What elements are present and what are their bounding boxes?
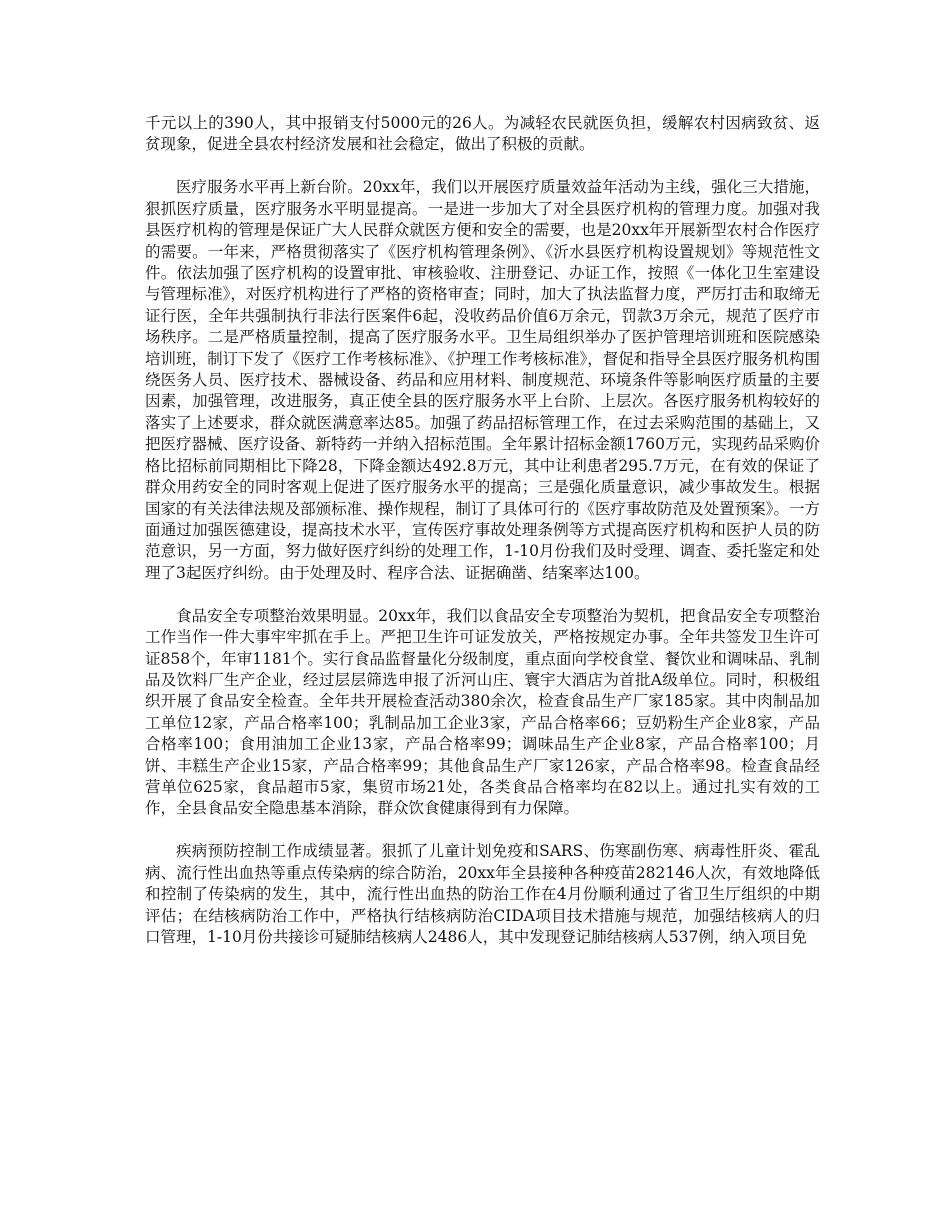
paragraph-gap	[145, 156, 820, 178]
paragraph-disease-control: 疾病预防控制工作成绩显著。狠抓了儿童计划免疫和SARS、伤寒副伤寒、病毒性肝炎、霍乱病、流行性出血热等重点传染病的综合防治，20xx年全县接种各种疫苗282146人次，有效地降低和控制了传染病的发生，其中，流行性出血热的防治工作在4月份顺利通过了省卫生厅组织的中期评估；在结核病防治工作中，严格执行结核病防治CIDA项目技术措施与规范，加强结核病人的归口管理，1-10月份共接诊可疑肺结核病人2486人，其中发现登记肺结核病人537例，纳入项目免	[145, 842, 820, 946]
paragraph-gap	[145, 584, 820, 606]
paragraph-food-safety: 食品安全专项整治效果明显。20xx年，我们以食品安全专项整治为契机，把食品安全专项整治工作当作一件大事牢牢抓在手上。严把卫生许可证发放关，严格按规定办事。全年共签发卫生许可证858个，年审1181个。实行食品监督量化分级制度，重点面向学校食堂、餐饮业和调味品、乳制品及饮料厂生产企业，经过层层筛选申报了沂河山庄、寰宇大酒店为首批A级单位。同时，积极组织开展了食品安全检查。全年共开展检查活动380余次，检查食品生产厂家185家。其中肉制品加工单位12家，产品合格率100；乳制品加工企业3家，产品合格率66；豆奶粉生产企业8家，产品合格率100；食用油加工企业13家，产品合格率99；调味品生产企业8家，产品合格率100；月饼、丰糕生产企业15家，产品合格率99；其他食品生产厂家126家，产品合格率98。检查食品经营单位625家，食品超市5家，集贸市场21处，各类食品合格率均在82以上。通过扎实有效的工作，全县食品安全隐患基本消除，群众饮食健康得到有力保障。	[145, 606, 820, 818]
paragraph-intro: 千元以上的390人，其中报销支付5000元的26人。为减轻农民就医负担，缓解农村因病致贫、返贫现象，促进全县农村经济发展和社会稳定，做出了积极的贡献。	[145, 114, 820, 154]
paragraph-medical-service: 医疗服务水平再上新台阶。20xx年，我们以开展医疗质量效益年活动为主线，强化三大措施，狠抓医疗质量，医疗服务水平明显提高。一是进一步加大了对全县医疗机构的管理力度。加强对我县医疗机构的管理是保证广大人民群众就医方便和安全的需要，也是20xx年开展新型农村合作医疗的需要。一年来，严格贯彻落实了《医疗机构管理条例》、《沂水县医疗机构设置规划》等规范性文件。依法加强了医疗机构的设置审批、审核验收、注册登记、办证工作，按照《一体化卫生室建设与管理标准》，对医疗机构进行了严格的资格审查；同时，加大了执法监督力度，严厉打击和取缔无证行医，全年共强制执行非法行医案件6起，没收药品价值6万余元，罚款3万余元，规范了医疗市场秩序。二是严格质量控制，提高了医疗服务水平。卫生局组织举办了医护管理培训班和医院感染培训班，制订下发了《医疗工作考核标准》、《护理工作考核标准》，督促和指导全县医疗服务机构围绕医务人员、医疗技术、器械设备、药品和应用材料、制度规范、环境条件等影响医疗质量的主要因素，加强管理，改进服务，真正使全县的医疗服务水平上台阶、上层次。各医疗服务机构较好的落实了上述要求，群众就医满意率达85。加强了药品招标管理工作，在过去采购范围的基础上，又把医疗器械、医疗设备、新特药一并纳入招标范围。全年累计招标金额1760万元，实现药品采购价格比招标前同期相比下降28，下降金额达492.8万元，其中让利患者295.7万元，在有效的保证了群众用药安全的同时客观上促进了医疗服务水平的提高；三是强化质量意识，减少事故发生。根据国家的有关法律法规及部颁标准、操作规程，制订了具体可行的《医疗事故防范及处置预案》。一方面通过加强医德建设，提高技术水平，宣传医疗事故处理条例等方式提高医疗机构和医护人员的防范意识，另一方面，努力做好医疗纠纷的处理工作，1-10月份我们及时受理、调查、委托鉴定和处理了3起医疗纠纷。由于处理及时、程序合法、证据确凿、结案率达100。	[145, 178, 820, 582]
paragraph-gap	[145, 820, 820, 842]
document-body	[145, 113, 820, 948]
